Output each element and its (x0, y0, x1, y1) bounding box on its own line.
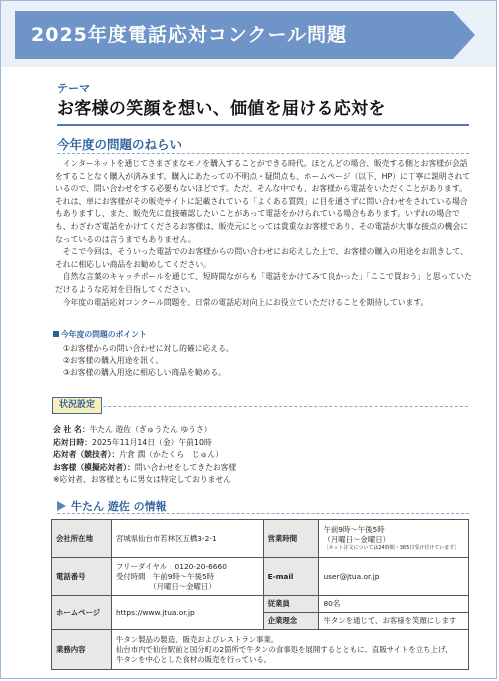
situation-customer-row (53, 462, 236, 475)
theme-label: テーマ (57, 82, 90, 95)
business-hours-line: （月曜日〜金曜日） (323, 535, 390, 544)
employees-value: 80名 (319, 596, 469, 613)
situation-note: ※応対者、お客様ともに男女は特定しておりません (53, 475, 232, 484)
business-hours-label: 営業時間 (263, 520, 319, 558)
square-bullet-icon (53, 331, 59, 337)
theme-divider (57, 124, 469, 126)
responder-label: 応対者（競技者）： (53, 450, 120, 459)
email-label: E-mail (263, 558, 319, 596)
business-hours-note: ［ネット注文については24時間・365日受け付けています］ (323, 545, 460, 551)
phone-line: 受付時間 午前9時〜午後5時 (115, 571, 215, 581)
business-hours-value (319, 520, 469, 558)
situation-responder-row (53, 449, 236, 462)
aim-paragraph: 自然な言葉のキャッチボールを通じて、短時間ながらも「電話をかけてみて良かった」「ここで買おう」と思っていただけるような応対を目指してください。 (55, 272, 472, 294)
situation-label: 状況設定 (52, 397, 102, 414)
situation-divider (53, 406, 468, 407)
philosophy-value: 牛タンを通じて、お客様を笑顔にします (319, 613, 469, 630)
business-line: 牛タン製品の製造、販売およびレストラン事業。 (115, 634, 279, 644)
business-line: 仙台市内で仙台駅前と国分町の2箇所で牛タンの食事処を展開するとともに、直販サイトを立ち上げ、 (115, 644, 453, 654)
email-value: user@jtua.or.jp (319, 558, 469, 596)
theme-title: お客様の笑顔を想い、価値を届ける応対を (57, 99, 386, 119)
situation-details (53, 424, 236, 487)
phone-line: （月曜日〜金曜日） (115, 581, 216, 591)
homepage-label: ホームページ (52, 596, 112, 630)
point-item: ①お客様からの問い合わせに対し的確に応える。 (63, 344, 234, 353)
company-label: 会 社 名： (53, 425, 90, 434)
header-arrow-icon (453, 11, 475, 59)
aim-paragraph: インターネットを通じてさまざまなモノを購入することができる時代。ほとんどの場合、販売する側とお客様が会話をすることなく購入が済みます。購入にあたっての不明点・疑問点も、ホームページ（以下、HP）に丁寧に説明されているので、問い合わせをする必要もないほどです。ただ、そんな中でも、お客様から電話をいただくことがあります。それは、単にお客様がその販売サイトに記載されている「よくある質問」に目を通さずに問い合わせをされている場合もありますし、また、販売先に直接確認したいことがあって電話をかけられている場合もあります。いずれの場合でも、わざわざ電話をかけてくださるお客様は、販売元にとっては貴重なお客様であり、その電話が大事な接点の機会になっているのは言うまでもありません。 (55, 159, 471, 244)
company-info-table (51, 519, 469, 670)
situation-company-row (53, 424, 236, 437)
info-divider (57, 513, 469, 514)
address-value: 宮城県仙台市若林区五橋3-2-1 (111, 520, 263, 558)
aim-divider (57, 153, 469, 154)
table-row (52, 630, 469, 670)
address-label: 会社所在地 (52, 520, 112, 558)
point-item: ②お客様の購入用途を訊く。 (63, 356, 164, 365)
table-row (52, 520, 469, 558)
customer-label: お客様（模擬応対者）： (53, 462, 135, 472)
header (1, 1, 497, 67)
customer-value: 問い合わせをしてきたお客様 (134, 462, 237, 472)
table-row (52, 596, 469, 613)
business-value (111, 630, 468, 670)
situation-date-row (53, 437, 236, 450)
points-list (63, 343, 234, 379)
business-label: 業務内容 (52, 630, 112, 670)
point-item: ③お客様の購入用途に相応しい商品を勧める。 (63, 368, 226, 377)
phone-value (111, 558, 263, 596)
date-label: 応対日時： (53, 437, 92, 447)
homepage-value: https://www.jtua.or.jp (111, 596, 263, 630)
responder-value: 片倉 潤（かたくら じゅん） (119, 450, 224, 459)
date-value: 2025年11月14日（金）午前10時 (91, 437, 212, 447)
aim-paragraph: 今年度の電話応対コンクール問題を、日常の電話応対向上にお役立ていただけることを期待しています。 (62, 297, 429, 307)
phone-label: 電話番号 (52, 558, 112, 596)
business-hours-line: 午前9時〜午後5時 (323, 525, 385, 534)
points-heading-text: 今年度の問題のポイント (61, 330, 147, 339)
aim-heading: 今年度の問題のねらい (57, 137, 183, 152)
table-row (52, 558, 469, 596)
info-heading-text: 牛たん 遊佐 の情報 (71, 500, 167, 513)
business-line: 牛タンを中心とした食材の販売を行っている。 (115, 654, 272, 664)
points-section (53, 329, 234, 379)
points-heading (53, 329, 234, 341)
employees-label: 従業員 (263, 596, 319, 613)
page-title: 2025年度電話応対コンクール問題 (31, 24, 348, 46)
philosophy-label: 企業理念 (263, 613, 319, 630)
company-value: 牛たん 遊佐（ぎゅうたん ゆうさ） (89, 425, 212, 434)
aim-paragraph: そこで今回は、そういった電話でのお客様からの問い合わせにお応えした上で、お客様の購入の用途をお訊きして、それに相応しい商品をお勧めしてください。 (55, 247, 468, 269)
phone-line: フリーダイヤル 0120-20-6660 (115, 561, 227, 571)
aim-body (55, 158, 473, 309)
info-heading (57, 498, 167, 514)
